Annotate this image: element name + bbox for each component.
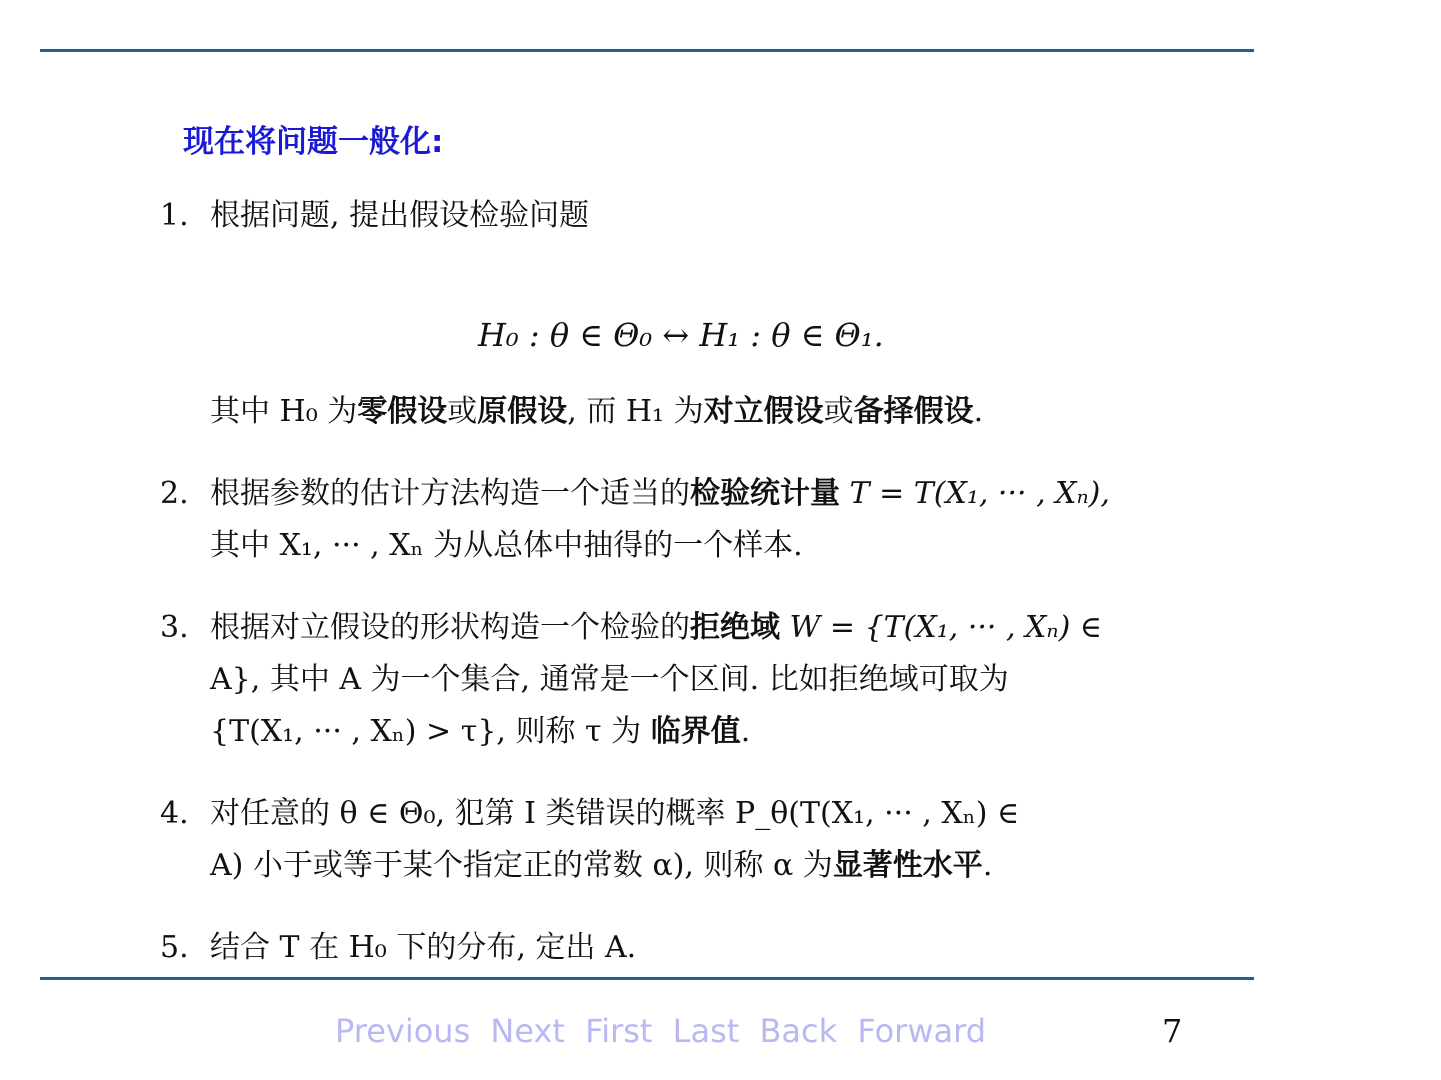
page-number: 7 (1162, 1012, 1183, 1050)
item-math: W = {T(X₁, ··· , Xₙ) ∈ (780, 610, 1103, 645)
item-number: 1. (160, 198, 189, 233)
item-number: 2. (160, 476, 189, 511)
term-alternative-hypothesis: 对立假设 (703, 394, 824, 429)
navigation-bar (335, 1012, 996, 1050)
item-text: 根据对立假设的形状构造一个检验的 (210, 610, 690, 645)
item-text: . (982, 848, 993, 883)
item-text: 根据问题, 提出假设检验问题 (210, 198, 590, 233)
nav-previous-link[interactable]: Previous (335, 1012, 471, 1050)
item-text: 其中 X₁, ··· , Xₙ 为从总体中抽得的一个样本. (210, 528, 803, 563)
term-test-statistic: 检验统计量 (690, 476, 840, 511)
item-text: A) 小于或等于某个指定正的常数 α), 则称 α 为 (210, 848, 833, 883)
item-number: 4. (160, 796, 189, 831)
item-text: {T(X₁, ··· , Xₙ) > τ}, 则称 τ 为 (210, 714, 651, 749)
term-rejection-region: 拒绝域 (690, 610, 780, 645)
item-text: A}, 其中 A 为一个集合, 通常是一个区间. 比如拒绝域可取为 (210, 662, 1009, 697)
nav-back-link[interactable]: Back (759, 1012, 838, 1050)
item-text: 对任意的 θ ∈ Θ₀, 犯第 I 类错误的概率 P_θ(T(X₁, ··· , Xₙ) ∈ (210, 796, 1020, 831)
nav-last-link[interactable]: Last (672, 1012, 740, 1050)
item-text: . (740, 714, 751, 749)
nav-next-link[interactable]: Next (490, 1012, 565, 1050)
nav-first-link[interactable]: First (585, 1012, 653, 1050)
note-text: 或 (447, 394, 478, 429)
term-significance-level: 显著性水平 (832, 848, 983, 883)
item-text: 结合 T 在 H₀ 下的分布, 定出 A. (210, 930, 637, 965)
note-text: 其中 H₀ 为 (210, 394, 358, 429)
term-alternative-hypothesis-2: 备择假设 (853, 394, 974, 429)
note-text: 或 (823, 394, 854, 429)
item-text: 根据参数的估计方法构造一个适当的 (210, 476, 690, 511)
note-text: , 而 H₁ 为 (567, 394, 704, 429)
item-number: 3. (160, 610, 189, 645)
note-text: . (973, 394, 984, 429)
hypothesis-equation: H₀ : θ ∈ Θ₀ ↔ H₁ : θ ∈ Θ₁. (478, 316, 884, 354)
bottom-rule (40, 977, 1254, 980)
nav-forward-link[interactable]: Forward (857, 1012, 987, 1050)
term-null-hypothesis: 零假设 (357, 394, 448, 429)
term-critical-value: 临界值 (650, 714, 741, 749)
term-original-hypothesis: 原假设 (477, 394, 568, 429)
slide-heading: 现在将问题一般化: (183, 124, 444, 160)
top-rule (40, 49, 1254, 52)
item-math: T = T(X₁, ··· , Xₙ), (840, 476, 1110, 511)
item-number: 5. (160, 930, 189, 965)
